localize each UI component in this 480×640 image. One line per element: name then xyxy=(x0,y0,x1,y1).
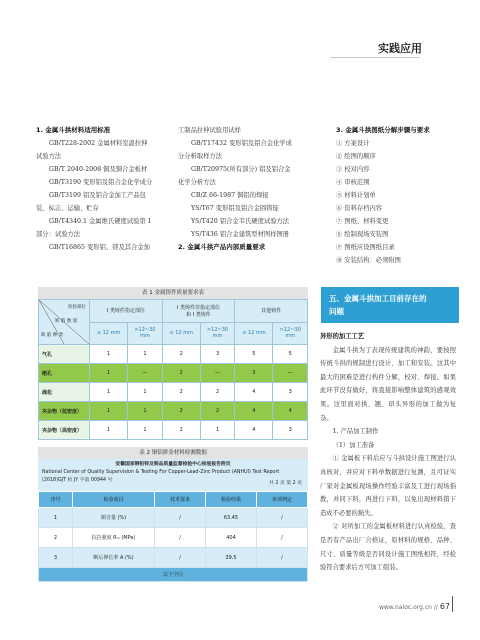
paragraph: ① 金属板下料后应与斗拱设计施工图进行认真核对，并应对下料单数据进行复测，且可证实厂家对金属板现场操作经验丰富及工进行现场指教，并同下料，再进行下料，以免出现材料错下造成不必要的损失。 xyxy=(320,455,456,517)
cell: 1 xyxy=(90,383,128,402)
test-data-table xyxy=(38,491,308,582)
footer-bar xyxy=(452,596,453,612)
report-page: 共 2 页 第 2 页 xyxy=(269,481,302,486)
step-item: ⑥ 资料存档内容 xyxy=(336,205,383,212)
col1-line: GB/T3199 铝及铝合金加工产品包 xyxy=(49,192,146,199)
cell: 3 xyxy=(39,548,73,568)
cell: 5 xyxy=(235,345,273,364)
step-item: ⑧ 绘制现场安装图 xyxy=(336,231,389,238)
cell: 1 xyxy=(90,421,128,440)
table-row xyxy=(39,421,308,440)
cell: 2 xyxy=(162,345,200,364)
cell: 39.5 xyxy=(206,548,257,568)
cell: 4 xyxy=(273,402,308,421)
table-row xyxy=(39,345,308,364)
col2-line: 工制品拉伸试验用试样 xyxy=(178,127,241,134)
list-item: （1）加工准备 xyxy=(332,441,375,449)
col1-line: GB/T16865 变形铝、镁及其合金加 xyxy=(49,244,150,251)
cell: 1 xyxy=(128,345,162,364)
cell: 63.45 xyxy=(206,508,257,528)
cell: 1 xyxy=(128,421,162,440)
table1-caption: 表 1 金属铸件质量要求表 xyxy=(38,287,308,299)
footer-site: www.naioc.org.cn xyxy=(378,604,432,611)
col2-line: YS/T67 变形铝及铝合金圆铸锭 xyxy=(191,205,279,212)
footer-sep: // xyxy=(433,604,438,611)
report-header xyxy=(38,459,308,491)
cell: 3 xyxy=(273,421,308,440)
column-header: 检验结果 xyxy=(206,492,257,508)
table2-caption: 表 2 铜铝拼金材料检测数据 xyxy=(38,447,308,459)
cell: 5 xyxy=(273,345,308,364)
col1-line: GB/T4340.1 金属维氏硬度试验第 1 xyxy=(49,218,152,225)
paragraph: ② 对所加工的金属板材料进行认真检验，查是否有产品出厂合格证，原材料的规格、品种、尺寸、质量等级是否同设计施工图纸相符，经检验符合要求后方可加工组装。 xyxy=(320,523,456,572)
col3-heading: 3. 金属斗拱图纸分解步骤与要求 xyxy=(336,126,430,134)
col1-line: GB/T3190 变形铝及铝合金化学成分 xyxy=(49,179,153,186)
sub-header: >12~30 mm xyxy=(128,322,162,345)
step-item: ⑩ 安装结构：必须附图 xyxy=(336,257,401,264)
col2-line: GB/T20975(所有部分) 铝及铝合金 xyxy=(191,166,291,173)
cell: 4 xyxy=(235,383,273,402)
table-row xyxy=(39,548,308,568)
cell: 404 xyxy=(206,528,257,548)
cell: 抗拉强度 Rₘ (MPa) xyxy=(73,528,155,548)
column-header: 序号 xyxy=(39,492,73,508)
cell: / xyxy=(155,548,206,568)
diag-mid-label: 缺 陷 数 量 xyxy=(55,319,78,324)
sub-header: ≤ 12 mm xyxy=(90,322,128,345)
col1-line: 试验方法 xyxy=(36,153,62,160)
right-body xyxy=(320,330,456,575)
section-banner xyxy=(321,287,459,323)
cell: 3 xyxy=(273,383,308,402)
row-label: 气孔 xyxy=(39,345,90,364)
cell: 2 xyxy=(200,402,234,421)
cell: 1 xyxy=(90,364,128,383)
col2-line: YS/T436 铝合金建筑型材图样图册 xyxy=(191,231,290,238)
cell: / xyxy=(155,508,206,528)
col2-line: 化学分析方法 xyxy=(178,179,216,186)
step-item: ① 方案设计 xyxy=(336,140,370,147)
col2-line: 分分析取样方法 xyxy=(178,153,223,160)
diag-top-label: 检验部位 xyxy=(68,305,86,310)
col1-line: 部分：试验方法 xyxy=(36,231,81,238)
row-label: 夹杂物（低密度） xyxy=(39,402,90,421)
cell: / xyxy=(257,508,308,528)
report-title: 安徽国家铜铅锌及制品质量监督检验中心检验报告附页 xyxy=(115,462,231,467)
col2-heading: 2. 金属斗拱产品内部质量要求 xyxy=(178,243,266,251)
step-item: ② 绘图的顺序 xyxy=(336,153,376,160)
cell: 1 xyxy=(128,383,162,402)
table-footer: 以下空白 xyxy=(39,568,308,582)
paragraph: 金属斗拱为了表现传统建筑的神韵，要按照传统斗拱的规制进行设计、加工和安装。这其中最大的困难是进行构件分解，校对、焊接。如果此环节没有做好，将直接影响整体建筑的感观效果。这里面对拱、翘、昂头异形的加工做为复杂。 xyxy=(320,346,456,422)
step-item: ⑨ 图纸应设图纸目录 xyxy=(336,244,395,251)
row-label: 缩孔 xyxy=(39,364,90,383)
cell: 2 xyxy=(162,421,200,440)
column-1 xyxy=(36,124,171,254)
column-2 xyxy=(178,124,313,254)
cell: 1 xyxy=(39,508,73,528)
column-header: 单项判定 xyxy=(257,492,308,508)
cell: 2 xyxy=(162,383,200,402)
group-header: 其他铸件 xyxy=(235,300,308,323)
cell: 4 xyxy=(235,421,273,440)
cell: 断后伸长率 A (%) xyxy=(73,548,155,568)
subheading: 异形的加工工艺 xyxy=(320,333,365,340)
table-row xyxy=(39,528,308,548)
step-item: ⑤ 材料计划单 xyxy=(336,192,376,199)
cell: 铜含量 (%) xyxy=(73,508,155,528)
cell: 2 xyxy=(200,383,234,402)
group-header: I 类铸件指定部位 xyxy=(90,300,163,323)
diagonal-header-cell xyxy=(39,300,90,345)
report-number: (2018)GJT 检 JY 字第 00944 号 xyxy=(42,478,113,483)
step-item: ⑦ 图纸、材料变更 xyxy=(336,218,389,225)
header-rule xyxy=(330,57,420,58)
sub-header: ≤ 12 mm xyxy=(162,322,200,345)
section-label: 实践应用 xyxy=(378,42,422,55)
report-subtitle: National Center of Quality Supervision & Testing For Copper-Lead-Zinc Product (ANHUI) Test Report xyxy=(42,470,280,475)
cell: — xyxy=(128,364,162,383)
table-footer-row xyxy=(39,568,308,582)
step-item: ④ 审核范围 xyxy=(336,179,370,186)
cell: 4 xyxy=(235,402,273,421)
table-row xyxy=(39,402,308,421)
table-row xyxy=(39,508,308,528)
banner-line-1: 五、金属斗拱加工目前存在的 xyxy=(329,294,427,303)
column-3 xyxy=(336,124,456,267)
cell: 2 xyxy=(162,402,200,421)
col1-line: 装、标志、运输、贮存 xyxy=(36,205,99,212)
cell: — xyxy=(273,364,308,383)
cell: 3 xyxy=(200,345,234,364)
header-row xyxy=(39,492,308,508)
table-row xyxy=(39,364,308,383)
row-label: 疏松 xyxy=(39,383,90,402)
table-row xyxy=(39,383,308,402)
col2-line: CB/Z 66-1987 铜铝的焊接 xyxy=(191,192,269,199)
diag-bottom-label: 缺 陷 种 类 xyxy=(41,333,64,338)
col1-line: GB/T 2040-2008 铜及铜合金板材 xyxy=(49,166,148,173)
cell: 1 xyxy=(128,402,162,421)
sub-header: >12~30 mm xyxy=(273,322,308,345)
cell: / xyxy=(155,528,206,548)
col1-line: GB/T228-2002 金属材料室温拉伸 xyxy=(49,140,148,147)
casting-quality-table xyxy=(38,299,308,440)
column-header: 技术要求 xyxy=(155,492,206,508)
page-number: 67 xyxy=(439,602,450,611)
cell: 1 xyxy=(90,402,128,421)
column-header: 检验项目 xyxy=(73,492,155,508)
cell: 2 xyxy=(162,364,200,383)
sub-header: ≤ 12 mm xyxy=(235,322,273,345)
col2-line: GB/T17432 变形铝及铝合金化学成 xyxy=(191,140,292,147)
col2-line: YS/T420 铝合金韦氏硬度试验方法 xyxy=(191,218,290,225)
cell: 2 xyxy=(39,528,73,548)
cell: — xyxy=(200,364,234,383)
step-item: ③ 校对内容 xyxy=(336,166,370,173)
sub-header: >12~30 mm xyxy=(200,322,234,345)
diagonal-header xyxy=(39,300,89,344)
group-header: I 类铸件非指定部位 和 I 类铸件 xyxy=(162,300,235,323)
cell: 1 xyxy=(90,345,128,364)
cell: 1 xyxy=(200,421,234,440)
cell: 3 xyxy=(235,364,273,383)
row-label: 夹杂物（高密度） xyxy=(39,421,90,440)
cell: / xyxy=(257,528,308,548)
page-footer xyxy=(379,602,450,611)
col1-heading: 1. 金属斗拱材料适用标准 xyxy=(36,126,111,134)
list-item: 1. 产品加工制作 xyxy=(332,428,379,436)
cell: / xyxy=(257,548,308,568)
banner-line-2: 问题 xyxy=(329,307,344,316)
